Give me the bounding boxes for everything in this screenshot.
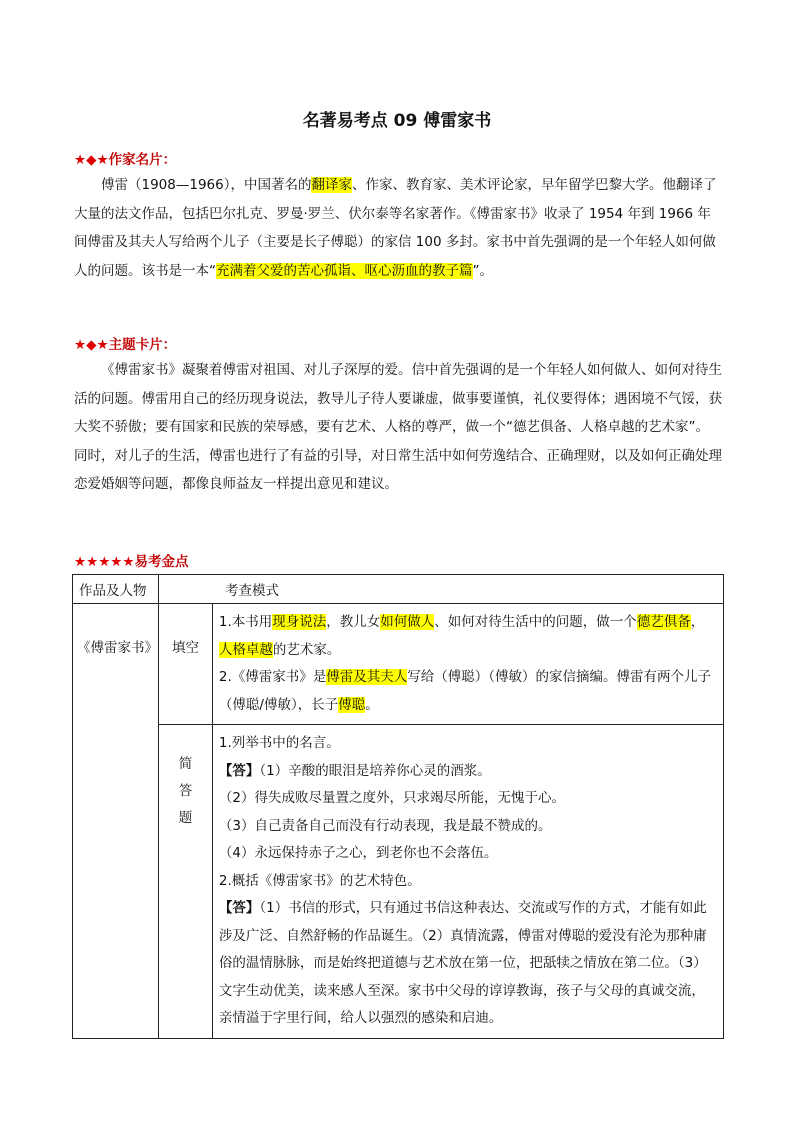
theme-card-heading [74,333,176,353]
short-answer-1-line-1: 【答】（1）辛酸的眼泪是培养你心灵的酒浆。 [218,762,491,779]
star-icons: ★★★★★ [74,554,135,570]
short-answer-1-line-4: （4）永远保持赤子之心，到老你也不会落伍。 [218,845,498,861]
column-header-work: 作品及人物 [73,575,159,604]
short-answer-type-cell [159,725,213,1039]
star-icons: ★◆★ [74,337,109,353]
short-question-1: 1.列举书中的名言。 [218,735,340,751]
theme-card-heading-text: 主题卡片： [108,337,177,353]
author-card-body [74,171,722,285]
exam-points-heading [74,550,189,570]
short-answer-2: 【答】（1）书信的形式，只有通过书信这种表达、交流或写作的方式，才能有如此涉及广泛、自然舒畅的作品诞生。（2）真情流露，傅雷对傅聪的爱没有沦为那种庸俗的温情脉脉，而是始终把道德与艺术放在第一位，把舐犊之情放在第二位。（3）文字生动优美，读来感人至深。家书中父母的谆谆教诲，孩子与父母的真诚交流，亲情溢于字里行间，给人以强烈的感染和启迪。 [218,900,707,1026]
short-answer-content-cell [212,725,723,1039]
work-name-cell [73,604,159,1039]
work-name: 《傅雷家书》 [77,640,158,656]
fill-type-label: 填空 [171,640,199,656]
fill-content-cell [212,604,723,725]
theme-card-paragraph: 《傅雷家书》凝聚着傅雷对祖国、对儿子深厚的爱。信中首先强调的是一个年轻人如何做人、如何对待生活的问题。傅雷用自己的经历现身说法，教导儿子待人要谦虚，做事要谨慎，礼仪要得体；遇困境不气馁，获大奖不骄傲；要有国家和民族的荣辱感，要有艺术、人格的尊严，做一个“德艺俱备、人格卓越的艺术家”。同时，对儿子的生活，傅雷也进行了有益的引导，对日常生活中如何劳逸结合、正确理财，以及如何正确处理恋爱婚姻等问题，都像良师益友一样提出意见和建议。 [74,362,722,492]
fill-question-2: 2.《傅雷家书》是傅雷及其夫人写给（傅聪）（傅敏）的家信摘编。傅雷有两个儿子（傅聪/傅敏），长子傅聪。 [218,669,712,713]
author-text-3: ”。 [472,262,493,279]
exam-points-table [72,574,724,1039]
short-question-2: 2.概括《傅雷家书》的艺术特色。 [218,872,421,889]
author-card-heading-text: 作家名片： [108,152,177,168]
short-type-char-2: 答 [178,783,193,799]
author-highlight-1: 翻译家 [311,177,352,193]
star-icons: ★◆★ [74,152,109,168]
theme-card-body [74,356,722,499]
short-type-char-1: 简 [178,756,193,772]
author-text-2: 、作家、教育家、美术评论家，早年留学巴黎大学。他翻译了大量的法文作品，包括巴尔扎克、罗曼·罗兰、伏尔泰等名家著作。《傅雷家书》收录了 1954 年到 1966 年间傅雷及其夫人写给两个儿子（主要是长子傅聪）的家信 100 多封。家书中首先强调的是一个年轻人如何做人的问题。该书是一本“ [74,177,717,279]
table-row-fill [73,604,724,725]
short-answer-1-line-3: （3）自己责备自己而没有行动表现，我是最不赞成的。 [218,817,552,834]
short-type-char-3: 题 [178,810,193,826]
author-highlight-2: 充满着父爱的苦心孤诣、呕心沥血的教子篇 [216,262,473,279]
author-card-heading [74,148,176,168]
fill-type-cell [159,604,213,725]
table-header-row [73,575,724,604]
fill-question-1: 1.本书用现身说法，教儿女如何做人、如何对待生活中的问题，做一个德艺俱备，人格卓越的艺术家。 [218,614,705,658]
exam-points-heading-text: 易考金点 [134,554,189,570]
author-text-1: 傅雷（1908—1966），中国著名的 [101,177,312,193]
short-answer-1-line-2: （2）得失成败尽量置之度外，只求竭尽所能，无愧于心。 [218,790,565,806]
author-card-paragraph [74,171,722,285]
page-title: 名著易考点 09 傅雷家书 [302,111,492,131]
table-row-short-answer [73,725,724,1039]
column-header-mode: 考查模式 [159,575,724,604]
